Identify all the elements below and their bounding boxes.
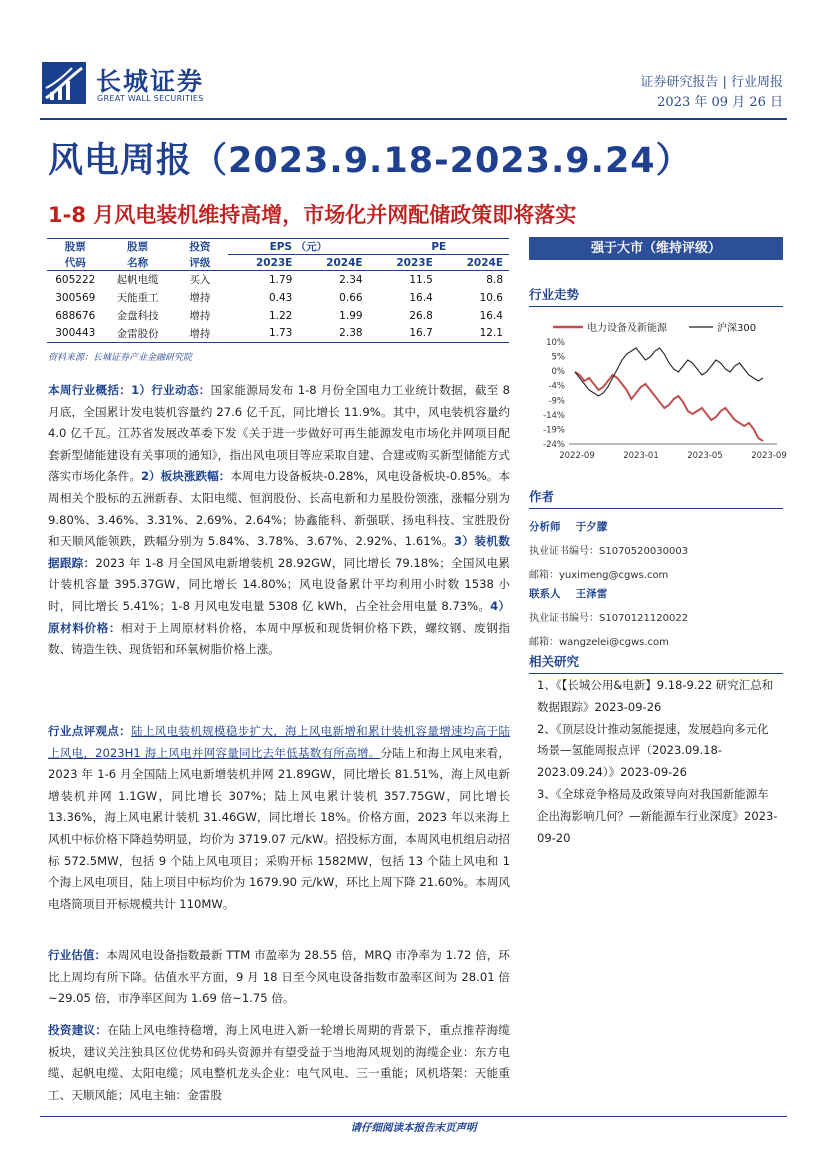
th-name: 股票 (104, 239, 172, 255)
x-tick-label: 2023-05 (687, 451, 723, 461)
cell-eps-2024: 2.38 (298, 325, 368, 343)
body-text: 在陆上风电维持稳增，海上风电进入新一轮增长周期的背景下，重点推荐海缆板块，建议关注独具区位优势和码头资源并有望受益于当地海风规划的海缆企业：东方电缆、起帆电缆、太阳电缆；风电整机龙头企业：电气风电、三一重能；风机塔架：天能重工、天顺风能；风电主轴：金雷股 (48, 1023, 510, 1102)
table-row (47, 271, 509, 289)
legend-label: 沪深300 (717, 323, 757, 334)
table-source: 资料来源：长城证券产业金融研究院 (48, 353, 193, 363)
x-tick-label: 2023-01 (623, 451, 659, 461)
authors-title: 作者 (529, 487, 783, 509)
y-tick-label: -19% (543, 425, 565, 436)
cell-pe-2024: 10.6 (479, 291, 503, 304)
table-row (47, 307, 509, 325)
y-tick-label: 0% (551, 367, 565, 378)
cell-pe-2023: 11.5 (409, 273, 433, 286)
analyst-label: 分析师 (529, 521, 561, 533)
cell-rating: 买入 (189, 274, 211, 287)
th-rating-2: 评级 (172, 255, 229, 271)
analyst-block (529, 515, 783, 581)
y-tick-label: 10% (546, 338, 565, 348)
kw-label: 投资建议： (48, 1023, 108, 1037)
kw-label: 行业估值： (48, 948, 107, 962)
cell-rating: 增持 (172, 325, 229, 343)
y-tick-label: -14% (543, 410, 565, 421)
cell-pe-2024: 8.8 (486, 273, 503, 286)
kw-label: 行业点评观点： (48, 724, 131, 738)
related-list (529, 675, 779, 849)
cell-rating: 增持 (189, 310, 211, 322)
logo-icon (42, 62, 86, 104)
th-year: 2024E (298, 255, 368, 271)
th-pe: PE (369, 239, 509, 255)
th-year: 2024E (439, 255, 509, 271)
th-code-2: 代码 (47, 255, 104, 271)
related-item[interactable]: 2、《顶层设计推动氢能提速，发展趋向多元化场景—氢能周报点评（2023.09.18-2023.09.24）》2023-09-26 (537, 721, 769, 780)
footer-divider (40, 1116, 787, 1117)
x-tick-label: 2022-09 (559, 451, 595, 461)
page-title: 风电周报（2023.9.18-2023.9.24） (48, 141, 692, 181)
cell-eps-2023: 1.73 (228, 325, 298, 343)
page-subtitle: 1-8 月风电装机维持高增，市场化并网配储政策即将落实 (48, 203, 577, 227)
body-text: 本周风电设备指数最新 TTM 市盈率为 28.55 倍，MRQ 市净率为 1.72 倍，环比上周均有所下降。估值水平方面，9 月 18 日至今风电设备指数市盈率区间为 28.01 倍~29.05 倍，市净率区间为 1.69 倍~1.75 倍。 (48, 948, 510, 1006)
kw-label: 1）行业动态： (131, 383, 211, 397)
cell-name: 起帆电缆 (116, 274, 159, 287)
cell-code: 605222 (55, 273, 96, 286)
related-item[interactable]: 1、《【长城公用&电新】9.18-9.22 研究汇总和数据跟踪》2023-09-26 (537, 678, 774, 714)
cell-pe-2023: 16.4 (409, 291, 433, 304)
contact-name: 王泽雷 (575, 588, 608, 600)
analyst-email[interactable]: 邮箱：yuximeng@cgws.com (529, 570, 669, 581)
cell-eps-2023: 0.43 (268, 291, 293, 304)
stock-table (47, 238, 509, 343)
analyst-cert: 执业证书编号：S1070520030003 (529, 546, 689, 557)
contact-block (529, 582, 783, 648)
th-rating: 投资 (172, 239, 229, 255)
cell-code: 300443 (47, 325, 104, 343)
th-year: 2023E (228, 255, 298, 271)
y-tick-label: -9% (548, 396, 565, 407)
analyst-name: 于夕朦 (575, 521, 608, 533)
table-row (47, 325, 509, 343)
series-line (575, 348, 763, 396)
logo-subtext: GREAT WALL SECURITIES (97, 94, 204, 103)
th-year: 2023E (369, 255, 439, 271)
cell-code: 300569 (55, 291, 96, 304)
cell-rating: 增持 (189, 292, 211, 304)
cell-pe-2023: 26.8 (409, 309, 433, 322)
paragraph-advice (48, 1020, 510, 1106)
contact-email[interactable]: 邮箱：wangzelei@cgws.com (529, 637, 669, 648)
header-divider (40, 118, 787, 120)
th-code: 股票 (47, 239, 104, 255)
cell-eps-2024: 1.99 (339, 309, 363, 322)
cell-code: 688676 (55, 309, 96, 322)
body-text: 2023 年 1-8 月全国风电新增装机 28.92GW，同比增长 79.18%；全国风电累计装机容量 395.37GW，同比增长 14.80%；风电设备累计平均利用小时数 1538 小时，同比增长 5.41%；1-8 月风电发电量 5308 亿 kWh，占全社会用电量 8.73%。 (48, 555, 510, 613)
th-eps: EPS （元） (228, 239, 368, 255)
footer-disclaimer: 请仔细阅读本报告末页声明 (350, 1122, 477, 1134)
kw-label: 本周行业概括： (48, 383, 132, 397)
authors-section (529, 487, 783, 509)
paragraph-overview (48, 380, 510, 661)
y-tick-label: -24% (543, 440, 565, 450)
y-tick-label: -4% (548, 381, 565, 392)
kw-label: 2）板块涨跌幅： (140, 469, 231, 484)
cell-eps-2023: 1.22 (268, 309, 293, 322)
body-text: 国家能源局发布 1-8 月份全国电力工业统计数据，截至 8 月底，全国累计发电装机容量约 27.6 亿千瓦，同比增长 11.9%。其中，风电装机容量约 4.0 亿千瓦。江苏省发展改革委下发《关于进一步做好可再生能源发电市场化并网项目配套新型储能建设有关事项的通知》，指出风电项目等应采取自建、合建或购买新型储能方式落实市场化条件。 (48, 383, 510, 484)
trend-title: 行业走势 (529, 285, 783, 307)
kw-label: 4）原材料价格： (48, 598, 510, 635)
cell-pe-2024: 12.1 (439, 325, 509, 343)
body-text: 相对于上周原材料价格，本周中厚板和现货铜价格下跌，螺纹钢、废钢指数、铸造生铁、现货铝和环氧树脂价格上涨。 (48, 620, 510, 657)
legend-label: 电力设备及新能源 (587, 323, 667, 334)
cell-pe-2024: 16.4 (479, 309, 503, 322)
cell-eps-2024: 0.66 (339, 291, 363, 304)
cell-pe-2023: 16.7 (369, 325, 439, 343)
header-meta (640, 73, 783, 113)
logo-text: 长城证券 (96, 67, 205, 96)
report-date: 2023 年 09 月 26 日 (657, 95, 783, 110)
contact-label: 联系人 (529, 588, 561, 600)
related-section (529, 652, 783, 674)
trend-section (529, 285, 783, 307)
cell-eps-2023: 1.79 (268, 273, 293, 286)
contact-cert: 执业证书编号：S1070121120022 (529, 613, 689, 624)
series-line (575, 372, 763, 441)
paragraph-viewpoint (48, 721, 510, 915)
underlined-text: 陆上风电装机规模稳步扩大，海上风电新增和累计装机容量增速均高于陆上风电，2023H1 海上风电并网容量同比去年低基数有所高增。 (48, 724, 510, 760)
paragraph-valuation (48, 945, 510, 1010)
cell-name: 金雷股份 (104, 325, 172, 343)
y-tick-label: 5% (551, 352, 565, 363)
th-name-2: 名称 (104, 255, 172, 271)
x-tick-label: 2023-09 (751, 451, 787, 461)
rating-badge: 强于大市（维持评级） (529, 237, 783, 260)
kw-label: 3）装机数据跟踪： (48, 534, 510, 570)
cell-eps-2024: 2.34 (339, 273, 363, 286)
related-title: 相关研究 (529, 652, 783, 674)
body-text: 本周电力设备板块-0.28%，风电设备板块-0.85%。本周相关个股标的五洲新春、太阳电缆、恒润股份、长高电新和力星股份领涨，涨幅分别为 9.80%、3.46%、3.31%、2.69%、2.64%；协鑫能科、新强联、扬电科技、宝胜股份和天顺风能领跌，跌幅分别为 5.84%、3.78%、3.67%、2.92%、1.61%。 (48, 469, 510, 549)
cell-name: 天能重工 (116, 292, 159, 304)
cell-name: 金盘科技 (116, 310, 159, 322)
table-row (47, 289, 509, 307)
body-text: 分陆上和海上风电来看，2023 年 1-6 月全国陆上风电新增装机并网 21.89GW，同比增长 81.51%，海上风电新增装机并网 1.1GW，同比增长 307%；陆上风电累计装机 357.75GW，同比增长 13.36%，海上风电累计装机 31.46GW，同比增长 18%。价格方面，2023 年以来海上风机中标价格下降趋势明显，均价为 3719.07 元/kW。招投标方面，本周风电机组启动招标 572.5MW，包括 9 个陆上风电项目；采购开标 1582MW，包括 13 个陆上风电和 1 个海上风电项目，陆上项目中标均价为 1679.90 元/kW，环比上周下降 21.60%。本周风电塔筒项目开标规模共计 110MW。 (48, 745, 510, 911)
related-item[interactable]: 3、《全球竞争格局及政策导向对我国新能源车企出海影响几何？—新能源车行业深度》2023-09-20 (537, 786, 778, 845)
trend-chart (529, 318, 787, 468)
report-type: 证券研究报告 | 行业周报 (640, 75, 783, 90)
